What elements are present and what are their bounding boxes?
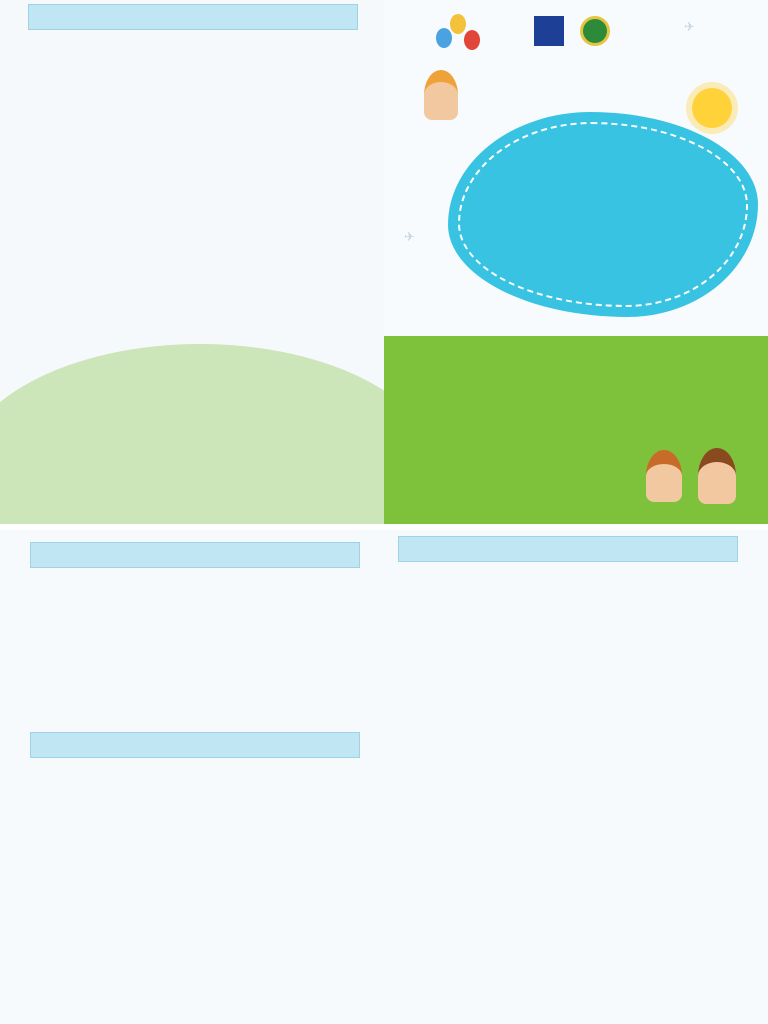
tentatif-title [28,4,358,30]
cover-panel [384,0,768,524]
plane-icon: ✈ [684,20,695,35]
state-crest-icon [580,16,610,46]
committee-panel [384,530,768,1024]
title-cloud-stitch [458,122,748,307]
hill-decoration [0,344,384,524]
info-panel [0,530,384,1024]
ajk-title [398,536,738,562]
school-logo-icon [534,16,564,46]
balloon-icon [436,28,452,48]
child-illustration [424,70,458,120]
boy-illustration [698,448,736,504]
kumpulan-title [30,732,360,758]
balloon-icon [464,30,480,50]
plane-icon: ✈ [404,230,415,245]
sun-icon [692,88,732,128]
girl-illustration [646,450,682,502]
balloon-icon [450,14,466,34]
tentatif-panel [0,0,384,524]
matlamat-title [30,542,360,568]
